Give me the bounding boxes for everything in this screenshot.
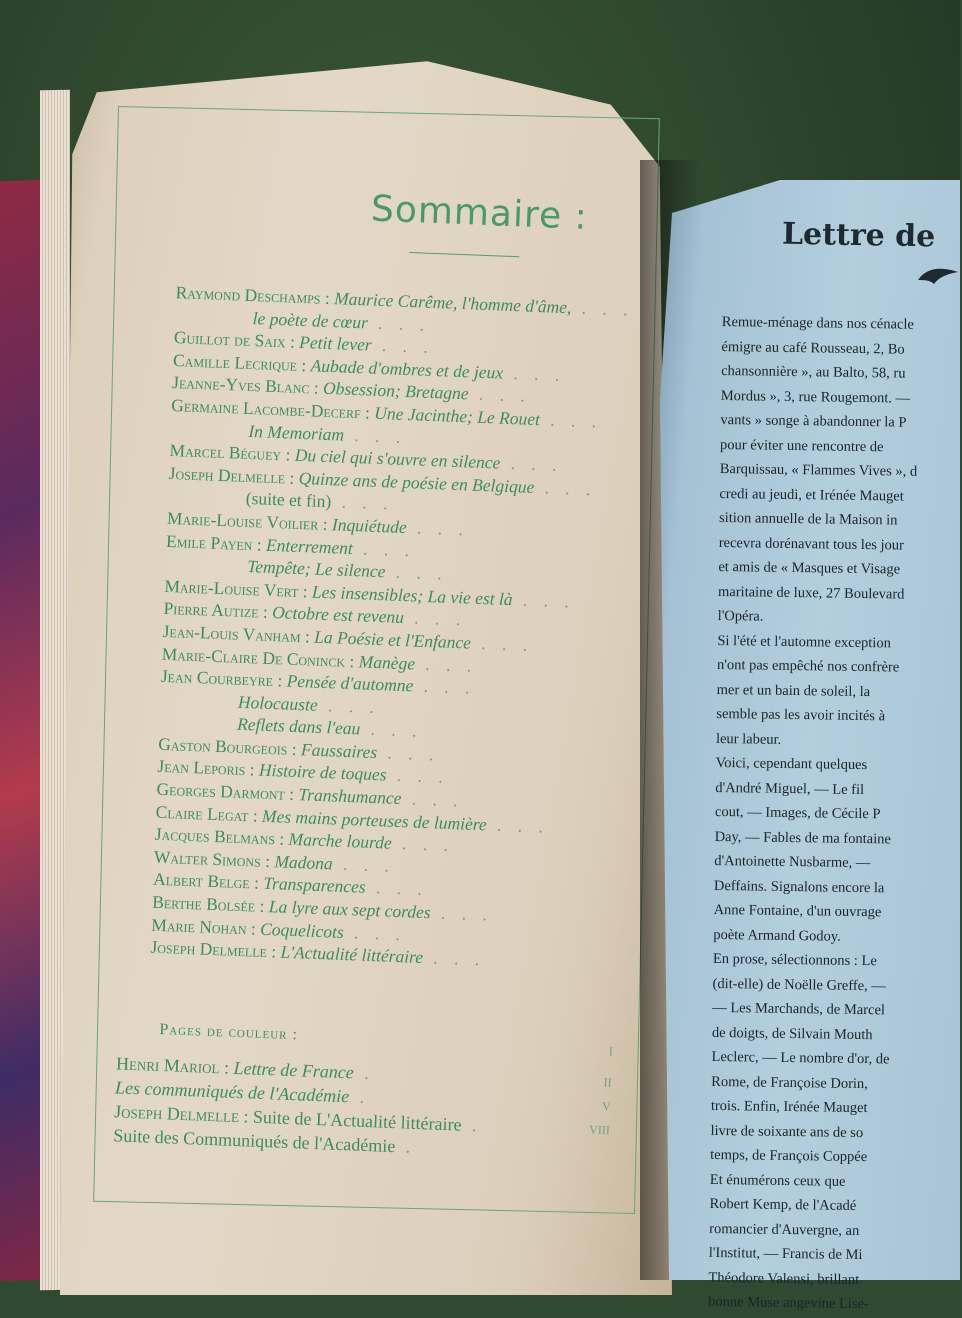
toc-leader-dots: . . .: [317, 694, 381, 717]
toc-leader-dots: . . .: [539, 409, 603, 432]
toc-separator: :: [360, 402, 375, 423]
toc-separator: :: [285, 331, 300, 353]
toc-title: Enterrement: [265, 534, 354, 558]
toc-author: Emile Payen: [165, 530, 253, 554]
toc-title: Histoire de toques: [258, 760, 387, 785]
toc-leader-dots: . . .: [406, 517, 470, 540]
toc-separator: :: [246, 917, 261, 939]
body-text-line: livre de soixante ans de so: [710, 1122, 864, 1141]
toc-title: L'Actualité littéraire: [280, 941, 424, 968]
colour-page-title: Lettre de France: [233, 1057, 355, 1083]
toc-title: La lyre aux sept cordes: [268, 896, 432, 923]
toc-separator: :: [284, 783, 299, 805]
toc-leader-dots: . . .: [500, 452, 563, 476]
toc-leader-dots: . . .: [343, 424, 407, 447]
toc-separator: :: [274, 828, 290, 850]
toc-separator: :: [272, 670, 288, 691]
body-text-line: — Les Marchands, de Marcel: [712, 999, 886, 1019]
body-text-line: Robert Kemp, de l'Acadé: [709, 1195, 857, 1214]
toc-author: Albert Belge: [152, 869, 251, 893]
colour-page-title: Suite de L'Actualité littéraire: [252, 1106, 462, 1135]
colour-page-number: V: [601, 1099, 612, 1114]
body-text-line: d'Antoinette Nusbarme, —: [714, 852, 871, 872]
toc-leader-dots: . . .: [470, 632, 534, 655]
toc-title: La Poésie et l'Enfance: [313, 626, 472, 653]
colour-pages-heading: Pages de couleur :: [159, 1020, 299, 1044]
toc-title: Transparences: [262, 873, 367, 898]
toc-author: Berthe Bolsée: [151, 891, 256, 916]
body-text-line: semble pas les avoir incités à: [716, 705, 886, 725]
toc-leader-dots: . . .: [376, 742, 440, 765]
toc-separator: :: [317, 513, 333, 535]
toc-leader-dots: . . .: [391, 833, 455, 856]
toc-author: Germaine Lacombe-Decerf: [170, 394, 362, 423]
toc-author: Joseph Delmelle: [168, 462, 286, 488]
body-text-line: l'Institut, — Francis de Mi: [708, 1244, 863, 1264]
body-text-line: Rome, de Françoise Dorin,: [711, 1073, 868, 1092]
colour-pages-first-number: I: [608, 1044, 614, 1059]
body-text-line: Barquissau, « Flammes Vives », d: [719, 460, 918, 480]
toc-title: Reflets dans l'eau: [236, 714, 361, 739]
body-text-line: (dit-elle) de Noëlle Greffe, —: [712, 975, 886, 994]
toc-separator: :: [254, 895, 270, 917]
body-text-line: bonne Muse angevine Lise-: [708, 1293, 869, 1313]
body-text-line: temps, de François Coppée: [710, 1146, 868, 1166]
toc-leader-dots: . . .: [385, 561, 449, 584]
toc-leader-dots: . . .: [414, 653, 478, 676]
body-text-line: Deffains. Signalons encore la: [713, 877, 885, 896]
toc-leader-dots: . . .: [512, 588, 576, 612]
toc-author: Jean Courbeyre: [160, 665, 274, 691]
toc-author: Guillot de Saix: [173, 327, 287, 352]
toc-title: (suite et fin): [245, 488, 332, 512]
body-text-line: trois. Enfin, Irénée Mauget: [710, 1097, 868, 1117]
toc-author: Joseph Delmelle: [150, 936, 268, 962]
toc-leader-dots: . . .: [352, 537, 416, 560]
toc-leader-dots: . . .: [422, 947, 486, 970]
toc-title: Maurice Carême, l'homme d'âme,: [333, 288, 572, 318]
body-text-line: Day, — Fables de ma fontaine: [714, 828, 891, 847]
toc-title: Mes mains porteuses de lumière: [261, 805, 488, 835]
colour-page-number: VIII: [588, 1122, 611, 1138]
toc-leader-dots: . . .: [533, 476, 597, 500]
toc-author: Marie-Louise Voilier: [166, 507, 319, 534]
toc-author: Raymond Deschamps: [175, 282, 321, 308]
toc-author: Jacques Belmans: [154, 823, 276, 849]
toc-separator: :: [248, 804, 263, 826]
body-text-line: Mordus », 3, rue Rougemont. —: [720, 387, 911, 407]
body-text-line: mer et un bain de soleil, la: [716, 681, 871, 700]
toc-leader-dots: . . .: [403, 607, 467, 630]
toc-leader-dots: . . .: [367, 312, 431, 335]
body-text-line: d'André Miguel, — Le fil: [715, 779, 865, 798]
toc-title: Aubade d'ombres et de jeux: [310, 355, 504, 383]
body-text-line: Remue-ménage dans nos cénacle: [721, 313, 914, 333]
toc-separator: :: [300, 626, 315, 647]
body-text-line: poète Armand Godoy.: [713, 926, 841, 945]
toc-title: Obsession; Bretagne: [322, 378, 470, 404]
toc-title: Du ciel qui s'ouvre en silence: [294, 444, 501, 473]
toc-author: Walter Simons: [153, 846, 262, 871]
body-text-line: chansonnière », au Balto, 58, ru: [721, 362, 906, 382]
toc-author: Jean-Louis Vanham: [162, 620, 302, 647]
toc-author: Camille Lecrique: [172, 349, 298, 375]
colour-page-leader-dots: .: [353, 1062, 376, 1084]
toc-title: Holocauste: [237, 691, 319, 715]
body-text-line: En prose, sélectionnons : Le: [712, 950, 877, 970]
body-text-line: Anne Fontaine, d'un ouvrage: [713, 901, 882, 921]
toc-leader-dots: . . .: [365, 877, 429, 900]
body-text-line: recevra dorénavant tous les jour: [718, 534, 905, 554]
body-text-line: sition annuelle de la Maison in: [718, 509, 898, 529]
toc-separator: :: [309, 377, 324, 399]
toc-separator: :: [296, 354, 312, 376]
toc-separator: :: [284, 467, 300, 488]
body-text-line: n'ont pas empêché nos confrère: [716, 656, 900, 676]
colour-page-number: II: [603, 1075, 612, 1090]
body-text-line: maritaine de luxe, 27 Boulevard: [717, 583, 905, 603]
body-text-line: l'Opéra.: [717, 607, 764, 625]
right-page-body: [708, 310, 962, 1313]
body-text-line: Et énumérons ceux que: [709, 1171, 846, 1190]
toc-author: Marie Nohan: [151, 914, 247, 938]
colour-page-leader-dots: .: [348, 1086, 371, 1108]
toc-title: Tempête; Le silence: [246, 556, 386, 582]
colour-page-separator: :: [238, 1106, 254, 1127]
toc-leader-dots: . . .: [330, 491, 394, 514]
toc-separator: :: [244, 759, 260, 781]
body-text-line: romancier d'Auvergne, an: [709, 1220, 860, 1239]
toc-separator: :: [280, 444, 296, 465]
toc-leader-dots: . . .: [468, 383, 532, 407]
toc-title: In Memoriam: [248, 420, 345, 445]
body-text-line: cout, — Images, de Cécile P: [714, 803, 881, 823]
toc-author: Marcel Béguey: [169, 440, 282, 465]
toc-separator: :: [249, 872, 264, 894]
toc-leader-dots: . . .: [502, 362, 566, 385]
toc-leader-dots: . . .: [371, 334, 435, 358]
colour-page-author: Henri Mariol: [115, 1053, 220, 1078]
body-text-line: Leclerc, — Le nombre d'or, de: [711, 1048, 890, 1068]
body-text-line: leur labeur.: [715, 730, 782, 748]
toc-title: Les insensibles; La vie est là: [311, 581, 513, 609]
toc-separator: :: [320, 287, 335, 309]
toc-title: Octobre est revenu: [271, 602, 405, 628]
body-text-line: Théodore Valensi, brillant: [708, 1269, 860, 1288]
toc-author: Marie-Claire De Coninck: [161, 643, 346, 671]
toc-title: Quinze ans de poésie en Belgique: [298, 467, 535, 497]
toc-separator: :: [344, 650, 360, 671]
toc-separator: :: [258, 601, 273, 623]
toc-leader-dots: . . .: [386, 764, 450, 788]
toc-author: Marie-Louise Vert: [164, 575, 299, 601]
right-page-title: Lettre de: [781, 216, 936, 255]
toc-title: Inquiétude: [331, 514, 408, 538]
body-text-line: et amis de « Masques et Visage: [718, 558, 901, 578]
toc-title: Madona: [274, 851, 334, 874]
toc-title: Petit lever: [298, 332, 373, 355]
toc-author: Gaston Bourgeois: [157, 733, 288, 759]
title-underline: [409, 252, 519, 257]
body-text-line: de doigts, de Silvain Mouth: [711, 1024, 873, 1043]
toc-leader-dots: . . .: [360, 718, 423, 742]
colour-page-author: Joseph Delmelle: [113, 1101, 240, 1127]
toc-title: le poète de cœur: [252, 307, 369, 333]
colour-page-separator: :: [219, 1057, 234, 1078]
toc-author: Georges Darmont: [156, 778, 286, 804]
toc-leader-dots: . . .: [570, 297, 634, 320]
body-text-line: Voici, cependant quelques: [715, 754, 868, 774]
toc-list: [150, 281, 636, 976]
colour-page-leader-dots: .: [394, 1136, 417, 1157]
body-text-line: Si l'été et l'automne exception: [717, 632, 892, 651]
toc-author: Pierre Autize: [163, 598, 259, 622]
toc-leader-dots: . . .: [412, 675, 476, 698]
toc-separator: :: [298, 580, 313, 602]
toc-title: Une Jacinthe; Le Rouet: [373, 402, 541, 430]
toc-author: Jean Leporis: [157, 756, 246, 780]
toc-separator: :: [287, 738, 302, 760]
body-text-line: vants » songe à abandonner la P: [720, 411, 907, 431]
body-text-line: pour éviter une rencontre de: [720, 436, 884, 455]
page-title: Sommaire :: [370, 188, 589, 238]
toc-title: Pensée d'automne: [286, 670, 414, 696]
colour-page-leader-dots: .: [461, 1114, 483, 1136]
toc-separator: :: [260, 850, 275, 872]
toc-title: Manège: [358, 650, 416, 674]
toc-separator: :: [252, 533, 267, 555]
toc-leader-dots: . . .: [486, 814, 550, 837]
toc-leader-dots: . . .: [401, 788, 465, 811]
ornament-icon: [916, 264, 960, 288]
table-of-contents: [112, 180, 639, 1178]
toc-leader-dots: . . .: [332, 853, 396, 876]
colour-page-title: Les communiqués de l'Académie: [114, 1077, 350, 1107]
toc-title: Coquelicots: [259, 918, 345, 942]
colour-pages-list: [112, 1044, 614, 1166]
toc-leader-dots: . . .: [343, 921, 407, 944]
toc-title: Transhumance: [298, 784, 402, 809]
toc-author: Claire Legat: [155, 801, 249, 825]
colour-page-title: Suite des Communiqués de l'Académie: [112, 1125, 396, 1157]
toc-title: Marche lourde: [288, 829, 393, 854]
toc-separator: :: [266, 941, 281, 962]
body-text-line: émigre au café Rousseau, 2, Bo: [721, 338, 905, 358]
toc-leader-dots: . . .: [430, 902, 494, 925]
toc-author: Jeanne-Yves Blanc: [171, 372, 310, 398]
toc-title: Faussaires: [300, 739, 378, 763]
body-text-line: credi au jeudi, et Irénée Mauget: [719, 485, 904, 505]
